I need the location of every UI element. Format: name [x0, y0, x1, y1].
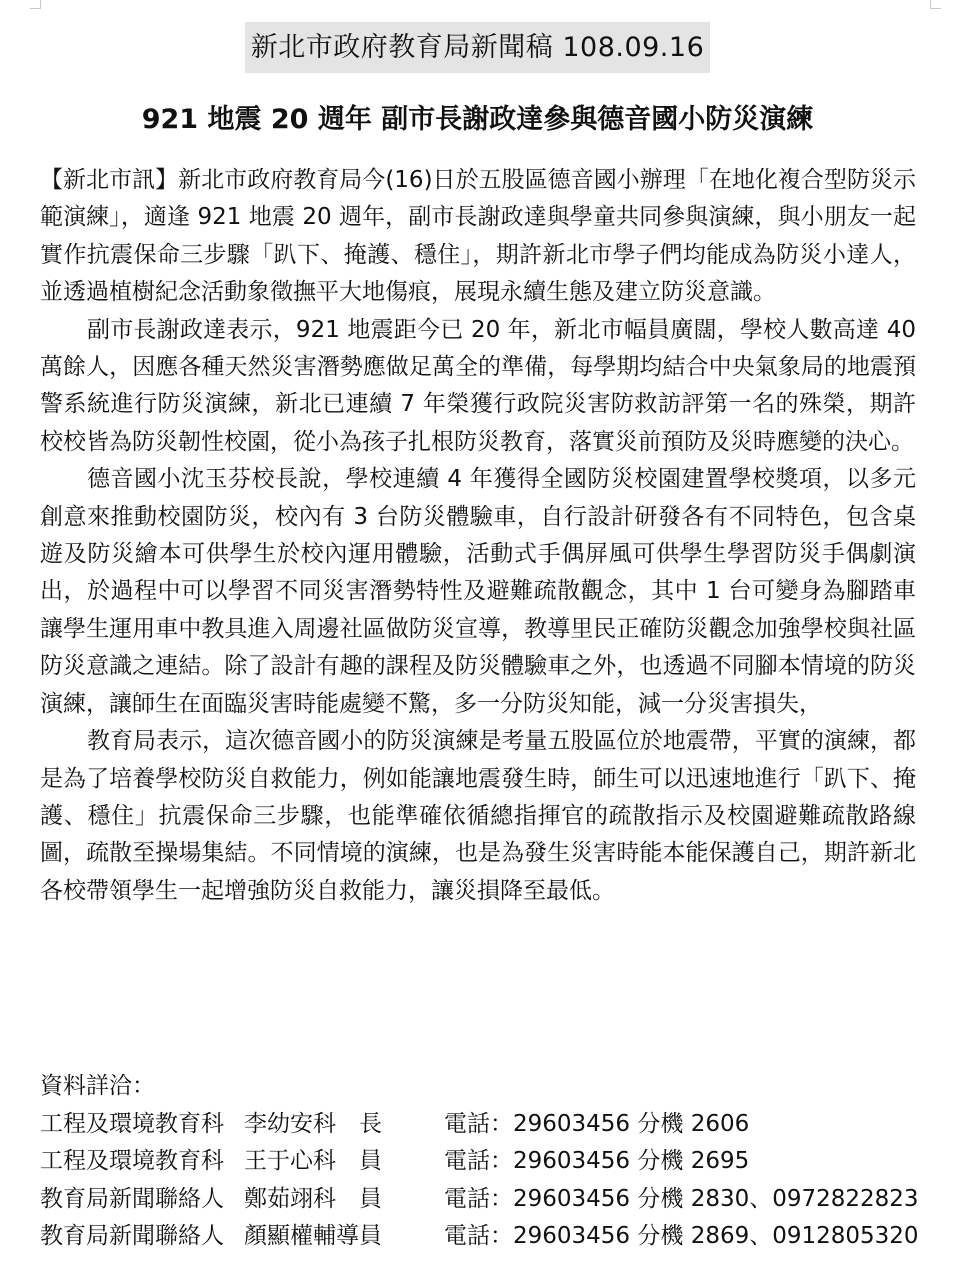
contact-label: 資料詳洽：: [40, 1073, 155, 1099]
contact-department: 教育局新聞聯絡人: [40, 1185, 224, 1212]
contact-row: [40, 1106, 920, 1144]
contact-row: [40, 1218, 920, 1256]
contact-name: 顏顯權輔導員: [244, 1223, 382, 1250]
press-release-header: [0, 22, 955, 73]
contact-name: 李幼安科 長: [244, 1110, 382, 1137]
contact-phone: 電話：29603456 分機 2695: [444, 1148, 750, 1175]
article-title: 921 地震 20 週年 副市長謝政達參與德音國小防災演練: [141, 104, 814, 135]
article-body: [40, 162, 916, 910]
contact-department: 教育局新聞聯絡人: [40, 1223, 224, 1250]
paragraph-3: 德音國小沈玉芬校長說，學校連續 4 年獲得全國防災校園建置學校獎項，以多元創意來推動校園防災，校內有 3 台防災體驗車，自行設計研發各有不同特色，包含桌遊及防災繪本可供學生於校內運用體驗，活動式手偶屏風可供學生學習防災手偶劇演出，於過程中可以學習不同災害潛勢特性及避難疏散觀念，其中 1 台可變身為腳踏車讓學生運用車中教具進入周邊社區做防災宣導，教導里民正確防災觀念加強學校與社區防災意識之連結。除了設計有趣的課程及防災體驗車之外，也透過不同腳本情境的防災演練，讓師生在面臨災害時能處變不驚，多一分防災知能，減一分災害損失，: [40, 466, 916, 717]
paragraph-4: 教育局表示，這次德音國小的防災演練是考量五股區位於地震帶，平實的演練，都是為了培養學校防災自救能力，例如能讓地震發生時，師生可以迅速地進行「趴下、掩護、穩住」抗震保命三步驟，也能準確依循總指揮官的疏散指示及校園避難疏散路線圖，疏散至操場集結。不同情境的演練，也是為發生災害時能本能保護自己，期許新北各校帶領學生一起增強防災自救能力，讓災損降至最低。: [40, 728, 916, 904]
paragraph-1: 【新北市訊】新北市政府教育局今(16)日於五股區德音國小辦理「在地化複合型防災示範演練」，適逢 921 地震 20 週年，副市長謝政達與學童共同參與演練，與小朋友一起實作抗震保命三步驟「趴下、掩護、穩住」，期許新北市學子們均能成為防災小達人，並透過植樹紀念活動象徵撫平大地傷痕，展現永續生態及建立防災意識。: [40, 167, 916, 306]
page-corner-mark-left: [30, 0, 41, 9]
paragraph-2: 副市長謝政達表示，921 地震距今已 20 年，新北市幅員廣闊，學校人數高達 40 萬餘人，因應各種天然災害潛勢應做足萬全的準備，每學期均結合中央氣象局的地震預警系統進行防災演練，新北已連續 7 年榮獲行政院災害防救訪評第一名的殊榮，期許校校皆為防災韌性校園，從小為孩子扎根防災教育，落實災前預防及災時應變的決心。: [40, 316, 916, 455]
page-corner-mark-right: [930, 0, 941, 9]
contact-phone: 電話：29603456 分機 2606: [444, 1110, 750, 1137]
contact-row: [40, 1143, 920, 1181]
contact-phone: 電話：29603456 分機 2869、0912805320: [444, 1223, 919, 1250]
press-release-header-text: 新北市政府教育局新聞稿 108.09.16: [245, 22, 711, 73]
contact-phone: 電話：29603456 分機 2830、0972822823: [444, 1185, 919, 1212]
contact-name: 王于心科 員: [244, 1148, 382, 1175]
contact-info: [40, 1068, 920, 1256]
contact-department: 工程及環境教育科: [40, 1110, 224, 1137]
contact-row: [40, 1181, 920, 1219]
contact-department: 工程及環境教育科: [40, 1148, 224, 1175]
contact-name: 鄭茹翊科 員: [244, 1185, 382, 1212]
